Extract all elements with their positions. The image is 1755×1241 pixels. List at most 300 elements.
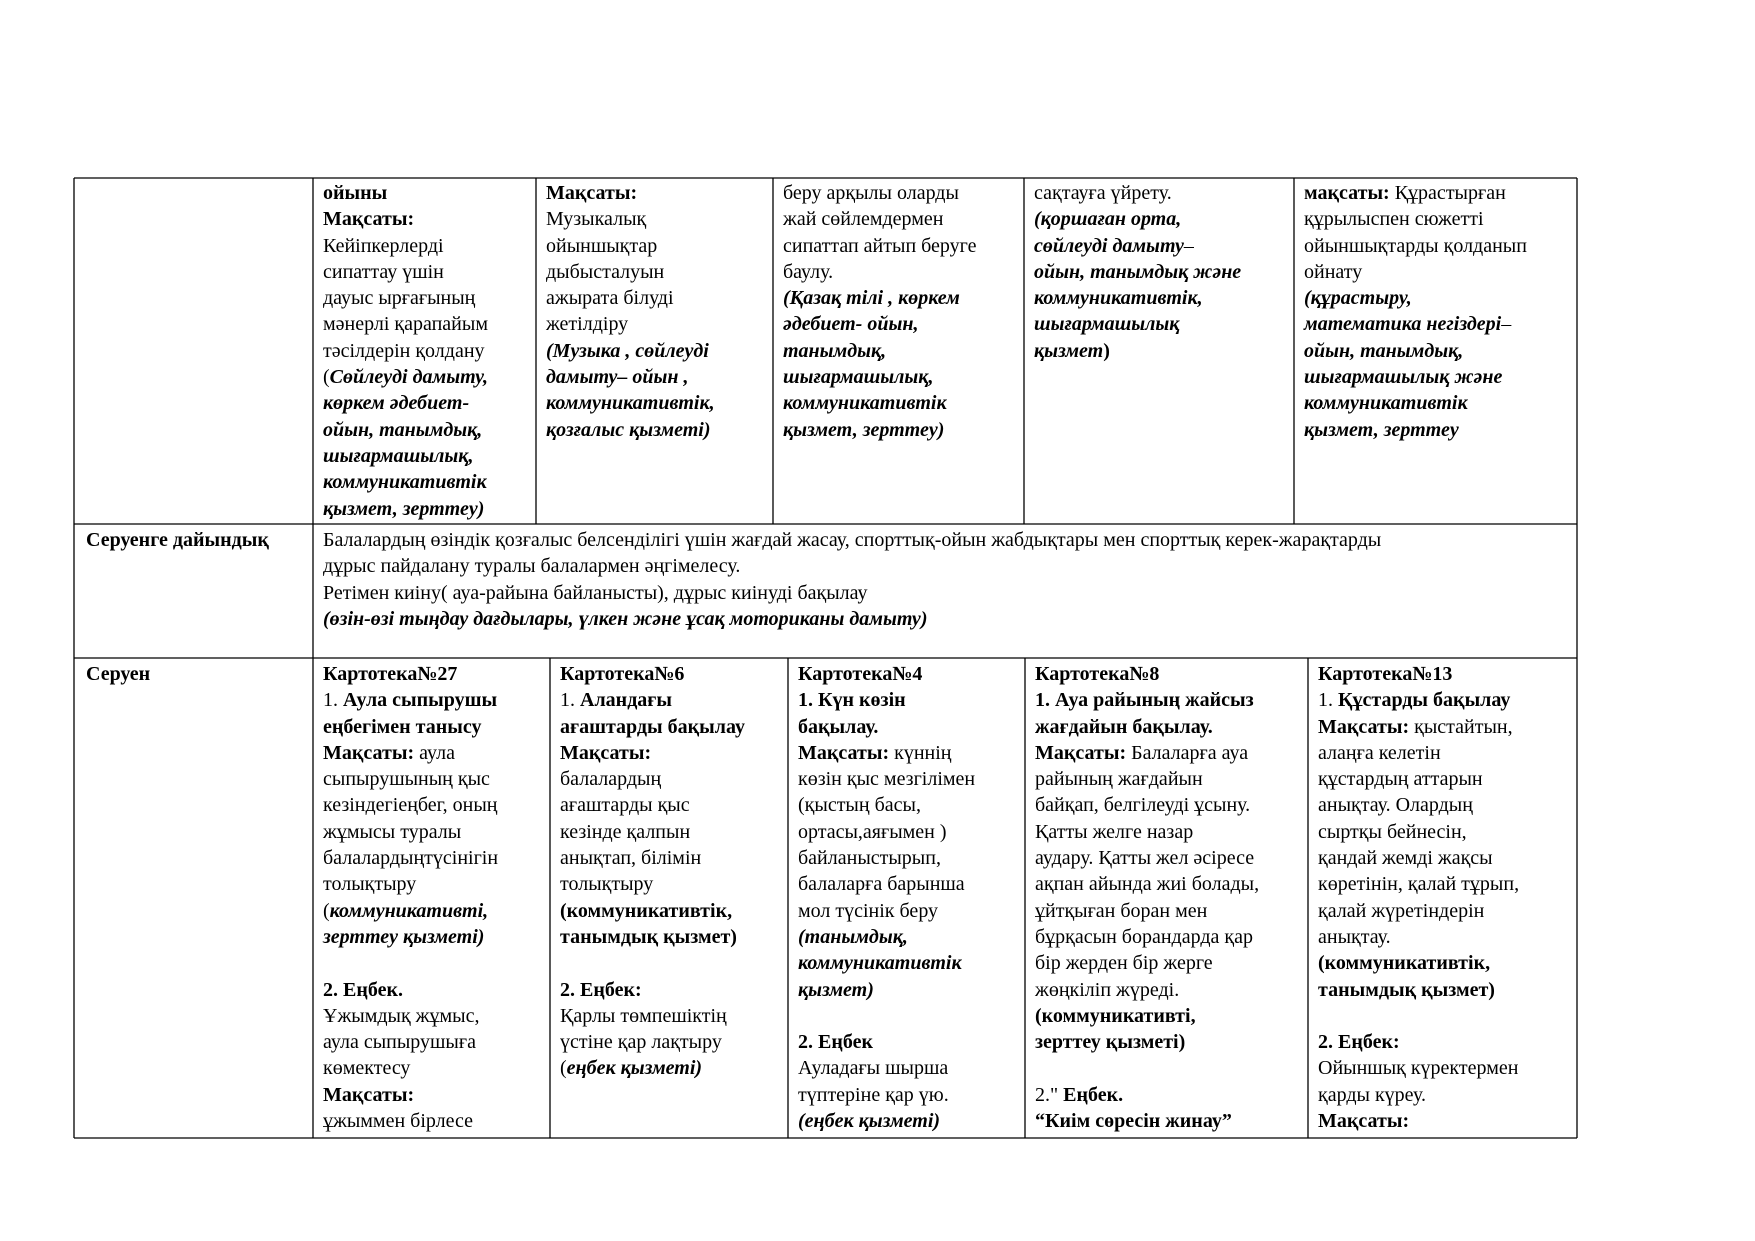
- text-run: танымдық қызмет): [1318, 978, 1495, 1001]
- text-run: қызмет, зерттеу): [323, 497, 485, 520]
- text-run: (: [560, 1057, 567, 1080]
- text-line: [560, 924, 784, 950]
- text-line: [560, 871, 784, 897]
- text-run: райының жағдайын: [1035, 768, 1203, 791]
- text-line: [323, 364, 531, 390]
- text-run: 1.: [560, 689, 580, 712]
- text-line: [546, 338, 768, 364]
- text-run: тәсілдерін қолдану: [323, 339, 485, 362]
- text-line: [1035, 845, 1305, 871]
- text-line: [1304, 206, 1572, 232]
- text-line: [323, 580, 1573, 606]
- text-run: (қоршаған орта,: [1034, 208, 1182, 231]
- text-line: [546, 233, 768, 259]
- text-run: аудару. Қатты жел әсіресе: [1035, 847, 1255, 870]
- text-run: дамыту– ойын ,: [546, 366, 689, 389]
- text-line: [560, 766, 784, 792]
- text-line: [560, 819, 784, 845]
- text-run: ұжыммен бірлесе: [323, 1110, 473, 1133]
- text-run: Ретімен киіну( ауа-райына байланысты), дұрыс киінуді бақылау: [323, 581, 868, 604]
- text-line: [323, 687, 545, 713]
- text-run: аула сыпырушыға: [323, 1031, 476, 1054]
- text-line: [1318, 687, 1574, 713]
- walk-row-label: Серуен: [86, 663, 151, 685]
- text-line: [323, 259, 531, 285]
- text-line: [323, 233, 531, 259]
- text-line: [783, 417, 1019, 443]
- text-run: қызмет, зерттеу: [1304, 418, 1459, 441]
- text-line: [1035, 1108, 1305, 1134]
- text-run: көмектесу: [323, 1057, 411, 1080]
- text-run: Мақсаты:: [1318, 715, 1410, 738]
- text-run: ұйтқыған боран мен: [1035, 899, 1208, 922]
- text-run: сыртқы бейнесін,: [1318, 820, 1467, 843]
- text-line: [323, 1055, 545, 1081]
- text-line: [1318, 661, 1574, 687]
- text-run: мақсаты:: [1304, 182, 1390, 204]
- text-run: ақпан айында жиі болады,: [1035, 873, 1260, 896]
- text-run: шығармашылық: [1034, 313, 1180, 336]
- text-line: [323, 338, 531, 364]
- text-line: [798, 661, 1020, 687]
- text-run: 1.: [323, 689, 343, 712]
- text-line: [560, 977, 784, 1003]
- text-line: [1304, 390, 1572, 416]
- text-line: [1304, 259, 1572, 285]
- text-run: Мақсаты:: [546, 182, 638, 204]
- text-run: (өзін-өзі тыңдау дағдылары, үлкен және ұсақ моториканы дамыту): [323, 607, 928, 630]
- text-line: [1034, 180, 1289, 206]
- text-run: (коммуникативті,: [1035, 1004, 1196, 1027]
- text-run: Қарлы төмпешіктің: [560, 1004, 727, 1027]
- text-line: [560, 792, 784, 818]
- text-run: Құрастырған: [1389, 182, 1506, 204]
- text-line: [323, 496, 531, 522]
- text-run: аула: [414, 741, 455, 764]
- text-run: үстіне қар лақтыру: [560, 1031, 722, 1054]
- text-line: [560, 1003, 784, 1029]
- text-run: көркем әдебиет-: [323, 392, 470, 415]
- text-line: [1034, 259, 1289, 285]
- text-run: коммуникативтік,: [546, 392, 715, 415]
- text-run: қозғалыс қызметі): [546, 418, 711, 441]
- text-run: қызмет, зерттеу): [783, 418, 945, 441]
- text-line: [323, 766, 545, 792]
- text-line: [1318, 1003, 1574, 1029]
- text-line: [1318, 1029, 1574, 1055]
- text-line: [1035, 792, 1305, 818]
- text-line: [1318, 950, 1574, 976]
- prep-row-label: Серуенге дайындық: [86, 529, 269, 551]
- text-run: коммуникативтік: [1304, 392, 1468, 415]
- text-run: ойыны: [323, 182, 388, 204]
- text-line: [798, 819, 1020, 845]
- text-run: ойыншықтар: [546, 234, 658, 257]
- text-line: [1034, 338, 1289, 364]
- text-line: [323, 311, 531, 337]
- text-run: құрылыспен сюжетті: [1304, 208, 1484, 231]
- text-line: [798, 1108, 1020, 1134]
- text-run: жай сөйлемдермен: [783, 208, 944, 231]
- text-line: [1035, 950, 1305, 976]
- text-run: (танымдық,: [798, 925, 908, 948]
- text-run: көретінін, қалай тұрып,: [1318, 873, 1520, 896]
- text-run: қызмет: [1034, 339, 1104, 362]
- text-line: [798, 792, 1020, 818]
- text-run: қандай жемді жақсы: [1318, 847, 1493, 870]
- text-line: [546, 417, 768, 443]
- text-run: танымдық,: [783, 339, 887, 362]
- text-run: (еңбек қызметі): [798, 1110, 941, 1133]
- text-line: [560, 1055, 784, 1081]
- text-line: [1034, 233, 1289, 259]
- text-line: [323, 1108, 545, 1134]
- walk-cell-2: [560, 661, 784, 1082]
- text-run: шығармашылық және: [1304, 366, 1503, 389]
- text-line: [323, 1003, 545, 1029]
- text-run: Мақсаты:: [1318, 1110, 1410, 1133]
- text-run: –: [1501, 313, 1512, 336]
- text-run: шығармашылық,: [323, 444, 474, 467]
- text-run: шығармашылық,: [783, 366, 934, 389]
- text-run: ағаштарды қыс: [560, 794, 690, 817]
- text-line: [1304, 233, 1572, 259]
- text-run: анықтап, білімін: [560, 847, 702, 870]
- text-run: жағдайын бақылау.: [1035, 715, 1213, 738]
- text-line: [783, 206, 1019, 232]
- text-run: сақтауға үйрету.: [1034, 182, 1172, 204]
- text-run: зерттеу қызметі): [323, 925, 485, 948]
- text-run: Мақсаты:: [323, 1083, 415, 1106]
- text-run: түптеріне қар үю.: [798, 1083, 949, 1106]
- text-line: [323, 1082, 545, 1108]
- text-run: математика негіздері: [1304, 313, 1502, 336]
- text-run: Қатты желге назар: [1035, 820, 1194, 843]
- text-run: толықтыру: [323, 873, 417, 896]
- text-line: [546, 390, 768, 416]
- text-line: [783, 311, 1019, 337]
- text-line: [323, 977, 545, 1003]
- text-run: анықтау. Олардың: [1318, 794, 1473, 817]
- text-line: [1318, 819, 1574, 845]
- text-line: [1318, 1055, 1574, 1081]
- text-run: сипаттау үшін: [323, 260, 444, 283]
- text-run: Картотека№13: [1318, 663, 1453, 685]
- text-line: [1304, 338, 1572, 364]
- text-line: [1035, 661, 1305, 687]
- text-line: [783, 285, 1019, 311]
- text-line: [323, 792, 545, 818]
- text-line: [546, 180, 768, 206]
- text-line: [323, 606, 1573, 632]
- text-run: танымдық қызмет): [560, 925, 737, 948]
- text-line: [323, 924, 545, 950]
- text-line: [1318, 1082, 1574, 1108]
- text-line: [323, 714, 545, 740]
- text-run: коммуникативтік: [323, 471, 487, 494]
- text-run: жұмысы туралы: [323, 820, 462, 843]
- text-run: еңбегімен танысу: [323, 715, 482, 738]
- text-run: мәнерлі қарапайым: [323, 313, 488, 336]
- text-run: Музыкалық: [546, 208, 647, 231]
- text-line: [783, 233, 1019, 259]
- text-run: кезінде қалпын: [560, 820, 691, 843]
- text-line: [323, 845, 545, 871]
- text-line: [560, 845, 784, 871]
- text-line: [323, 443, 531, 469]
- text-run: Кейіпкерлерді: [323, 234, 444, 257]
- text-line: [560, 661, 784, 687]
- text-run: Ұжымдық жұмыс,: [323, 1004, 480, 1027]
- text-line: [1318, 792, 1574, 818]
- text-run: алаңға келетін: [1318, 741, 1441, 764]
- text-run: дыбысталуын: [546, 260, 665, 283]
- top-cell-5: [1304, 180, 1572, 443]
- text-run: (қыстың басы,: [798, 794, 921, 817]
- text-run: қарды күреу.: [1318, 1083, 1427, 1106]
- text-line: [798, 950, 1020, 976]
- text-run: 1. Ауа райының жайсыз: [1035, 689, 1254, 712]
- text-line: [798, 740, 1020, 766]
- text-line: [323, 206, 531, 232]
- text-line: [1318, 845, 1574, 871]
- text-run: ): [1103, 339, 1110, 362]
- text-run: Картотека№4: [798, 663, 923, 685]
- text-line: [1035, 714, 1305, 740]
- text-line: [1035, 819, 1305, 845]
- text-run: беру арқылы оларды: [783, 182, 959, 204]
- text-run: (коммуникативтік,: [1318, 952, 1491, 975]
- text-line: [1035, 871, 1305, 897]
- text-line: [798, 1029, 1020, 1055]
- prep-row-content: [323, 527, 1573, 632]
- text-run: (коммуникативтік,: [560, 899, 733, 922]
- text-line: [323, 871, 545, 897]
- text-run: баулу.: [783, 260, 834, 283]
- text-run: Мақсаты:: [798, 741, 890, 764]
- walk-cell-3: [798, 661, 1020, 1134]
- text-line: [560, 714, 784, 740]
- text-line: [1318, 871, 1574, 897]
- text-run: бақылау.: [798, 715, 879, 738]
- text-line: [798, 766, 1020, 792]
- text-run: сөйлеуді дамыту: [1034, 234, 1184, 257]
- text-line: [1304, 311, 1572, 337]
- text-run: ажырата білуді: [546, 287, 674, 310]
- text-run: ағаштарды бақылау: [560, 715, 745, 738]
- text-run: Еңбек.: [1063, 1083, 1124, 1106]
- text-run: Балаларға ауа: [1126, 741, 1249, 764]
- text-run: ойын, танымдық,: [1304, 339, 1464, 362]
- text-line: [560, 898, 784, 924]
- text-run: балалардыңтүсінігін: [323, 847, 499, 870]
- text-line: [798, 1003, 1020, 1029]
- text-line: [1304, 285, 1572, 311]
- text-line: [1318, 766, 1574, 792]
- text-run: бір жерден бір жерге: [1035, 952, 1213, 975]
- text-line: [798, 714, 1020, 740]
- text-line: [1035, 924, 1305, 950]
- top-cell-3: [783, 180, 1019, 443]
- text-run: Ойыншық күректермен: [1318, 1057, 1519, 1080]
- text-run: Мақсаты:: [560, 741, 652, 764]
- text-run: қызмет): [798, 978, 874, 1001]
- text-run: –: [1183, 234, 1194, 257]
- text-line: [560, 950, 784, 976]
- text-line: [1304, 417, 1572, 443]
- top-cell-2: [546, 180, 768, 443]
- text-line: [1035, 1082, 1305, 1108]
- text-run: Картотека№8: [1035, 663, 1160, 685]
- text-line: [323, 898, 545, 924]
- text-run: Мақсаты:: [323, 741, 415, 764]
- text-run: (Қазақ тілі , көркем: [783, 287, 960, 310]
- text-line: [323, 390, 531, 416]
- text-line: [323, 180, 531, 206]
- text-line: [1318, 898, 1574, 924]
- text-line: [1318, 1108, 1574, 1134]
- walk-cell-1: [323, 661, 545, 1134]
- text-run: дауыс ырғағының: [323, 287, 476, 310]
- text-line: [323, 1029, 545, 1055]
- text-line: [798, 845, 1020, 871]
- text-line: [798, 1055, 1020, 1081]
- text-line: [1034, 285, 1289, 311]
- text-line: [1318, 977, 1574, 1003]
- text-run: “Киім сөресін жинау”: [1035, 1110, 1232, 1133]
- text-line: [1035, 977, 1305, 1003]
- text-run: 1.: [1318, 689, 1338, 712]
- text-line: [783, 338, 1019, 364]
- text-line: [1034, 311, 1289, 337]
- text-run: 1. Күн көзін: [798, 689, 906, 712]
- top-cell-1: [323, 180, 531, 522]
- text-run: Картотека№6: [560, 663, 685, 685]
- text-line: [798, 1082, 1020, 1108]
- text-run: жетілдіру: [546, 313, 629, 336]
- text-run: ортасы,аяғымен ): [798, 820, 947, 843]
- text-line: [1035, 898, 1305, 924]
- text-line: [546, 311, 768, 337]
- text-line: [1318, 740, 1574, 766]
- text-line: [1035, 1055, 1305, 1081]
- text-line: [783, 180, 1019, 206]
- text-run: құстардың аттарын: [1318, 768, 1483, 791]
- text-run: қыстайтын,: [1409, 715, 1513, 738]
- walk-cell-5: [1318, 661, 1574, 1134]
- text-run: Балалардың өзіндік қозғалыс белсенділігі үшін жағдай жасау, спорттық-ойын жабдықтары мен спорттық керек-жарақтарды: [323, 529, 1382, 551]
- text-run: күннің: [889, 741, 952, 764]
- text-run: балаларға барынша: [798, 873, 965, 896]
- text-run: бұрқасын борандарда қар: [1035, 925, 1253, 948]
- text-run: еңбек қызметі): [566, 1057, 703, 1080]
- text-run: сыпырушының қыс: [323, 768, 490, 791]
- text-line: [783, 390, 1019, 416]
- text-run: (Музыка , сөйлеуді: [546, 339, 709, 362]
- text-line: [560, 740, 784, 766]
- text-run: Мақсаты:: [1035, 741, 1127, 764]
- text-run: Ауладағы шырша: [798, 1057, 949, 1080]
- text-run: Сөйлеуді дамыту,: [329, 366, 489, 389]
- text-run: коммуникативтік: [783, 392, 947, 415]
- text-run: (: [323, 899, 330, 922]
- text-line: [783, 364, 1019, 390]
- text-run: жөңкіліп жүреді.: [1035, 978, 1180, 1001]
- text-run: (: [323, 366, 330, 389]
- text-line: [1318, 714, 1574, 740]
- text-run: Құстарды бақылау: [1338, 689, 1511, 712]
- text-line: [1304, 180, 1572, 206]
- text-run: Картотека№27: [323, 663, 458, 685]
- text-line: [798, 924, 1020, 950]
- text-line: [1035, 1029, 1305, 1055]
- text-run: кезіндегіеңбег, оның: [323, 794, 498, 817]
- text-line: [323, 819, 545, 845]
- text-run: дұрыс пайдалану туралы балалармен әңгімелесу.: [323, 555, 741, 578]
- text-run: Мақсаты:: [323, 208, 415, 231]
- top-cell-4: [1034, 180, 1289, 364]
- text-run: ойнату: [1304, 260, 1363, 283]
- text-line: [1035, 740, 1305, 766]
- text-line: [1035, 766, 1305, 792]
- text-line: [798, 871, 1020, 897]
- text-run: зерттеу қызметі): [1035, 1031, 1186, 1054]
- text-run: толықтыру: [560, 873, 654, 896]
- text-run: қалай жүретіндерін: [1318, 899, 1485, 922]
- text-line: [1304, 364, 1572, 390]
- text-line: [560, 687, 784, 713]
- text-line: [1318, 924, 1574, 950]
- text-run: коммуникативтік: [798, 952, 962, 975]
- walk-cell-4: [1035, 661, 1305, 1134]
- text-line: [546, 206, 768, 232]
- text-line: [323, 661, 545, 687]
- text-run: байқап, белгілеуді ұсыну.: [1035, 794, 1251, 817]
- text-line: [798, 977, 1020, 1003]
- text-run: әдебиет- ойын,: [783, 313, 919, 336]
- text-line: [323, 950, 545, 976]
- text-line: [546, 285, 768, 311]
- text-line: [323, 527, 1573, 553]
- text-run: коммуникативтік,: [1034, 287, 1203, 310]
- text-line: [546, 364, 768, 390]
- text-run: анықтау.: [1318, 925, 1391, 948]
- text-run: ойын, танымдық және: [1034, 260, 1242, 283]
- text-run: балалардың: [560, 768, 662, 791]
- text-line: [560, 1029, 784, 1055]
- text-line: [546, 259, 768, 285]
- text-line: [798, 898, 1020, 924]
- text-run: ойын, танымдық,: [323, 418, 483, 441]
- text-line: [1035, 1003, 1305, 1029]
- text-line: [323, 553, 1573, 579]
- text-line: [323, 285, 531, 311]
- text-line: [323, 469, 531, 495]
- text-line: [323, 417, 531, 443]
- text-line: [1035, 687, 1305, 713]
- text-run: Аула сыпырушы: [343, 689, 498, 712]
- text-run: (құрастыру,: [1304, 287, 1412, 310]
- text-line: [798, 687, 1020, 713]
- text-run: 2. Еңбек:: [1318, 1031, 1400, 1054]
- text-line: [783, 259, 1019, 285]
- text-run: мол түсінік беру: [798, 899, 939, 922]
- text-line: [1034, 206, 1289, 232]
- text-run: 2. Еңбек: [798, 1031, 873, 1054]
- text-run: Аландағы: [580, 689, 673, 712]
- text-run: 2. Еңбек:: [560, 978, 642, 1001]
- text-line: [323, 740, 545, 766]
